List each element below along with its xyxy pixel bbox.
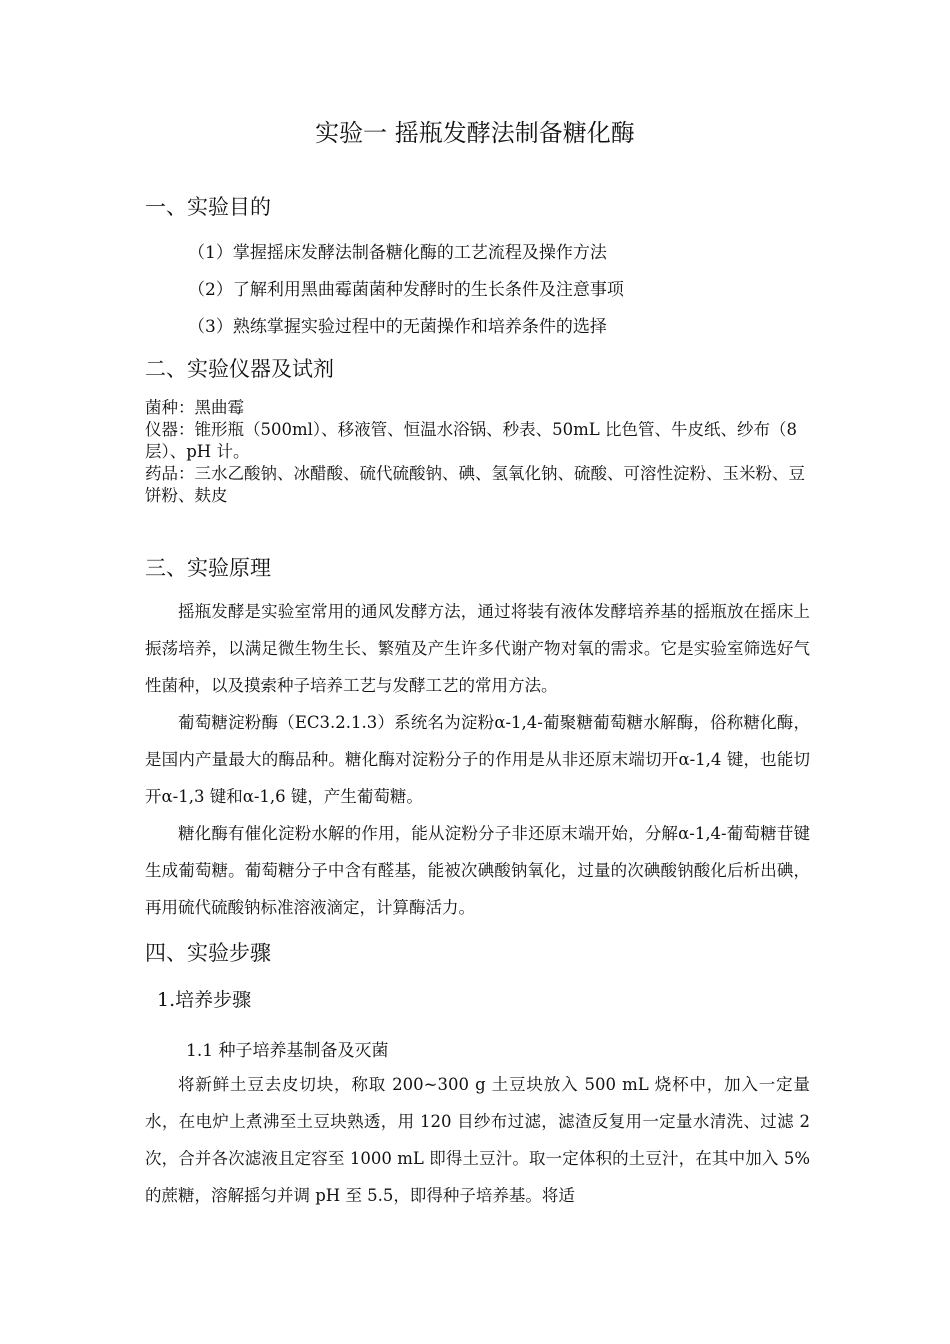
instruments-line: 仪器：锥形瓶（500ml）、移液管、恒温水浴锅、秒表、50mL 比色管、牛皮纸、纱布（8层）、pH 计。 xyxy=(145,420,798,461)
procedure-paragraph: 将新鲜土豆去皮切块，称取 200~300 g 土豆块放入 500 mL 烧杯中，加入一定量水，在电炉上煮沸至土豆块熟透，用 120 目纱布过滤，滤渣反复用一定量水清洗、过滤 2 次，合并各次滤液且定容至 1000 mL 即得土豆汁。取一定体积的土豆汁，在其中加入 5%的蔗糖，溶解摇匀并调 pH 至 5.5，即得种子培养基。将适 xyxy=(145,1075,810,1205)
materials-block xyxy=(145,397,815,507)
strain-line: 菌种：黑曲霉 xyxy=(145,398,244,417)
section-heading-purpose: 一、实验目的 xyxy=(145,195,271,219)
principle-paragraph-1: 摇瓶发酵是实验室常用的通风发酵方法，通过将装有液体发酵培养基的摇瓶放在摇床上振荡培养，以满足微生物生长、繁殖及产生许多代谢产物对氧的需求。它是实验室筛选好气性菌种，以及摸索种子培养工艺与发酵工艺的常用方法。 xyxy=(145,602,810,695)
principle-paragraph-2: 葡萄糖淀粉酶（EC3.2.1.3）系统名为淀粉α-1,4-葡聚糖葡萄糖水解酶，俗称糖化酶，是国内产量最大的酶品种。糖化酶对淀粉分子的作用是从非还原末端切开α-1,4 键，也能切开α-1,3 键和α-1,6 键，产生葡萄糖。 xyxy=(145,713,810,806)
principle-paragraph-3: 糖化酶有催化淀粉水解的作用，能从淀粉分子非还原末端开始，分解α-1,4-葡萄糖苷键生成葡萄糖。葡萄糖分子中含有醛基，能被次碘酸钠氧化，过量的次碘酸钠酸化后析出碘，再用硫代硫酸钠标准溶液滴定，计算酶活力。 xyxy=(145,824,810,917)
page-title: 实验一 摇瓶发酵法制备糖化酶 xyxy=(315,119,635,147)
reagents-line: 药品：三水乙酸钠、冰醋酸、硫代硫酸钠、碘、氢氧化钠、硫酸、可溶性淀粉、玉米粉、豆饼粉、麸皮 xyxy=(145,464,805,505)
section-heading-principle: 三、实验原理 xyxy=(145,556,271,580)
subheading-culture-steps: 1.培养步骤 xyxy=(157,989,252,1011)
section-heading-materials: 二、实验仪器及试剂 xyxy=(145,357,334,381)
section-heading-procedure: 四、实验步骤 xyxy=(145,941,271,965)
subheading-seed-medium: 1.1 种子培养基制备及灭菌 xyxy=(186,1041,389,1061)
purpose-item-2: （2）了解利用黑曲霉菌菌种发酵时的生长条件及注意事项 xyxy=(188,280,624,300)
purpose-item-1: （1）掌握摇床发酵法制备糖化酶的工艺流程及操作方法 xyxy=(188,243,607,263)
purpose-item-3: （3）熟练掌握实验过程中的无菌操作和培养条件的选择 xyxy=(188,317,607,337)
